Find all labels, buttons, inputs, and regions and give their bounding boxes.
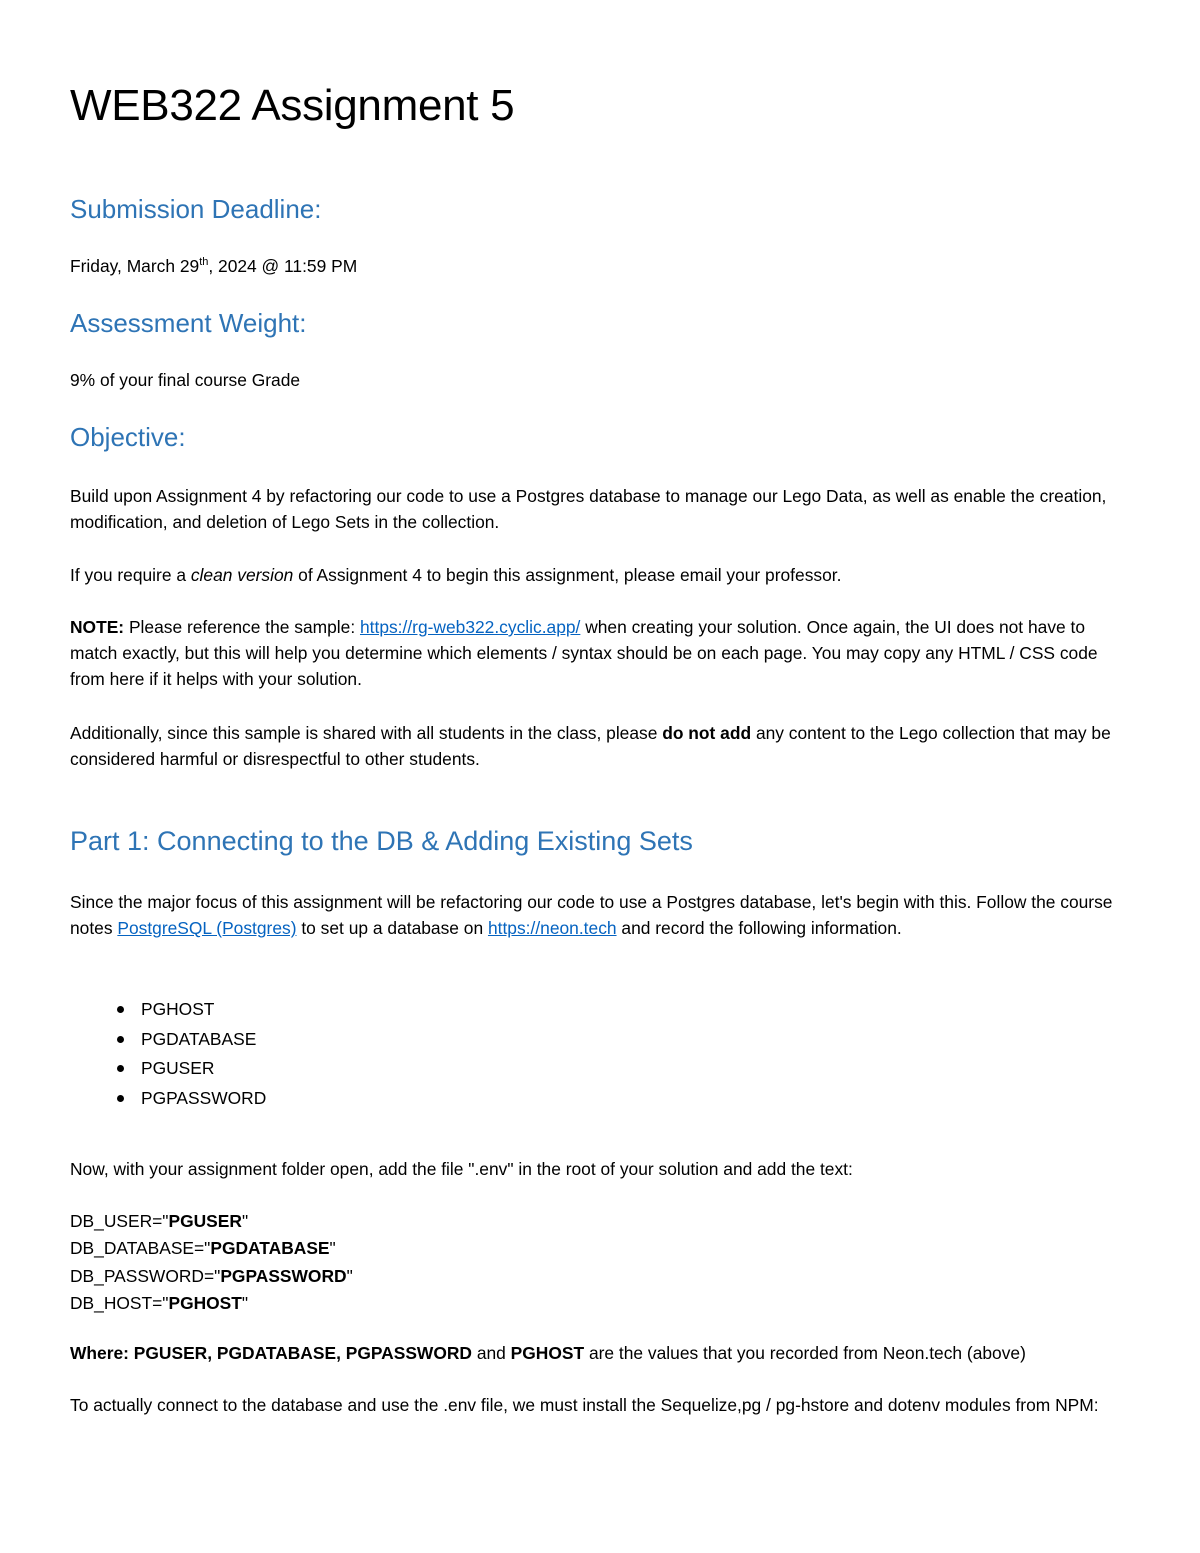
clean-version-paragraph: If you require a clean version of Assignment 4 to begin this assignment, please email your professor. xyxy=(70,565,842,585)
weight-heading: Assessment Weight: xyxy=(70,308,307,338)
list-item: PGHOST xyxy=(70,995,266,1025)
where-paragraph: Where: PGUSER, PGDATABASE, PGPASSWORD and PGHOST are the values that you recorded from Neon.tech (above) xyxy=(70,1343,1026,1363)
neon-tech-link[interactable]: https://neon.tech xyxy=(487,918,617,938)
objective-paragraph: Build upon Assignment 4 by refactoring our code to use a Postgres database to manage our Lego Data, as well as enable the creation, modification, and deletion of Lego Sets in the collection. xyxy=(70,486,1107,532)
deadline-text: Friday, March 29th, 2024 @ 11:59 PM xyxy=(70,256,358,276)
sample-link[interactable]: https://rg-web322.cyclic.app/ xyxy=(359,617,581,637)
bullet-icon xyxy=(117,1095,124,1102)
env-intro-paragraph: Now, with your assignment folder open, add the file ".env" in the root of your solution and add the text: xyxy=(70,1159,853,1179)
env-line: DB_DATABASE="PGDATABASE" xyxy=(70,1238,336,1259)
env-line: DB_HOST="PGHOST" xyxy=(70,1292,249,1313)
list-item: PGDATABASE xyxy=(70,1025,266,1055)
list-item: PGUSER xyxy=(70,1054,266,1084)
db-info-list xyxy=(70,995,266,1114)
bullet-icon xyxy=(117,1036,124,1043)
install-paragraph: To actually connect to the database and use the .env file, we must install the Sequelize,pg / pg-hstore and dotenv modules from NPM: xyxy=(70,1395,1099,1415)
env-code-block xyxy=(70,1208,353,1317)
note-paragraph: NOTE: Please reference the sample: https://rg-web322.cyclic.app/ when creating your solution. Once again, the UI does not have to match exactly, but this will help you determine which elements / syntax should be on each page. You may copy any HTML / CSS code from here if it helps with your solution. xyxy=(70,617,1098,689)
objective-heading: Objective: xyxy=(70,422,186,452)
part1-intro-paragraph: Since the major focus of this assignment will be refactoring our code to use a Postgres database, let's begin with this. Follow the course notes PostgreSQL (Postgres) to set up a database on https://neon.tech and record the following information. xyxy=(70,892,1113,938)
bullet-icon xyxy=(117,1006,124,1013)
env-line: DB_USER="PGUSER" xyxy=(70,1211,249,1231)
bullet-icon xyxy=(117,1065,124,1072)
postgres-notes-link[interactable]: PostgreSQL (Postgres) xyxy=(117,918,297,938)
part1-heading: Part 1: Connecting to the DB & Adding Existing Sets xyxy=(70,826,693,856)
page-title: WEB322 Assignment 5 xyxy=(70,81,515,130)
weight-text: 9% of your final course Grade xyxy=(70,370,301,390)
env-line: DB_PASSWORD="PGPASSWORD" xyxy=(70,1265,353,1286)
list-item: PGPASSWORD xyxy=(70,1084,266,1114)
additionally-paragraph: Additionally, since this sample is shared with all students in the class, please do not add any content to the Lego collection that may be considered harmful or disrespectful to other students. xyxy=(70,723,1111,769)
deadline-heading: Submission Deadline: xyxy=(70,194,322,224)
